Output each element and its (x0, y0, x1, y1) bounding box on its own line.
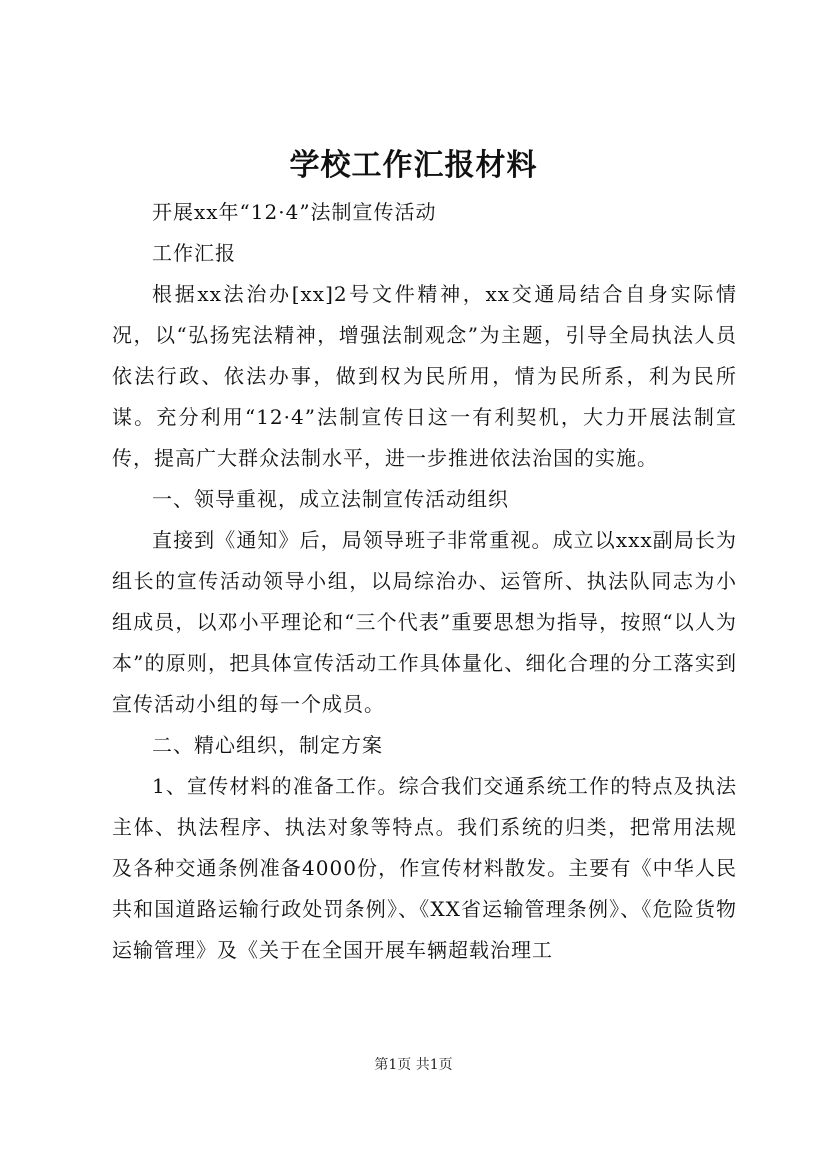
paragraph-subtitle: 开展xx年“12·4”法制宣传活动 (152, 200, 437, 224)
paragraph-report-label: 工作汇报 (152, 241, 236, 265)
document-body (112, 192, 737, 971)
page-footer: 第1页 共1页 (374, 1057, 453, 1073)
document-title: 学校工作汇报材料 (289, 148, 538, 183)
paragraph-section-2: 1、宣传材料的准备工作。综合我们交通系统工作的特点及执法主体、执法程序、执法对象等特点。我们系统的归类，把常用法规及各种交通条例准备4000份，作宣传材料散发。主要有《中华人民共和国道路运输行政处罚条例》、《XX省运输管理条例》、《危险货物运输管理》及《关于在全国开展车辆超载治理工 (112, 774, 737, 962)
paragraph-section-1: 直接到《通知》后，局领导班子非常重视。成立以xxx副局长为组长的宣传活动领导小组，以局综治办、运管所、执法队同志为小组成员，以邓小平理论和“三个代表”重要思想为指导，按照“以人为本”的原则，把具体宣传活动工作具体量化、细化合理的分工落实到宣传活动小组的每一个成员。 (112, 528, 737, 716)
section-heading-1: 一、领导重视，成立法制宣传活动组织 (152, 487, 509, 511)
section-heading-2: 二、精心组织，制定方案 (152, 733, 383, 757)
paragraph-intro: 根据xx法治办[xx]2号文件精神，xx交通局结合自身实际情况，以“弘扬宪法精神，增强法制观念”为主题，引导全局执法人员依法行政、依法办事，做到权为民所用，情为民所系，利为民所谋。充分利用“12·4”法制宣传日这一有利契机，大力开展法制宣传，提高广大群众法制水平，进一步推进依法治国的实施。 (112, 282, 737, 470)
